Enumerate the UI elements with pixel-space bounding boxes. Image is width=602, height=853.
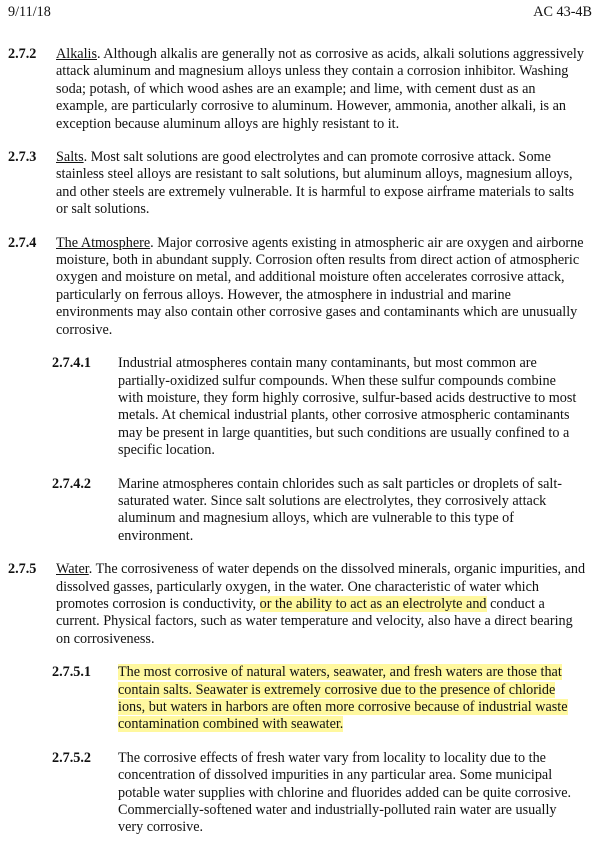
section-number: 2.7.4	[8, 234, 37, 251]
section-2-7-5	[0, 561, 602, 648]
section-2-7-3	[0, 149, 602, 219]
section-number: 2.7.5.2	[52, 749, 92, 766]
highlighted-text: or the ability to act as an electrolyte and	[259, 595, 487, 612]
document-body	[0, 46, 602, 853]
header-date: 9/11/18	[8, 4, 51, 20]
header-document-id: AC 43-4B	[533, 4, 592, 20]
section-number: 2.7.5.1	[52, 664, 92, 681]
section-title: Water	[56, 561, 89, 578]
section-title: Salts	[56, 149, 84, 166]
section-text: The corrosive effects of fresh water vary from locality to locality due to the concentration of dissolved impurities in any particular area. Some municipal potable water supplies with chlorine and fluorides added can be quite corrosive. Commercially-softened water and industrially-polluted rain water are usually very corrosive.	[118, 749, 572, 836]
section-2-7-4-1	[0, 355, 602, 459]
section-number: 2.7.5	[8, 561, 37, 578]
section-title: Alkalis	[56, 46, 97, 62]
page-header	[8, 4, 592, 22]
section-text: . Most salt solutions are good electrolytes and can promote corrosive attack. Some stainless steel alloys are resistant to salt solutions, but aluminum alloys, magnesium alloys, and other steels are extremely vulnerable. It is harmful to expose airframe materials to salts or salt solutions.	[56, 149, 575, 218]
section-text: . Major corrosive agents existing in atmospheric air are oxygen and airborne moisture, both in abundant supply. Corrosion often results from direct action of atmospheric oxygen and moisture on metal, and additional moisture often accelerates corrosive attack, particularly on ferrous alloys. However, the atmosphere in industrial and marine environments may also contain other corrosive gases and contaminants which are unusually corrosive.	[56, 234, 584, 338]
section-text-continued: conduct a current. Physical factors, such as water temperature and velocity, also have a direct bearing on corrosiveness.	[56, 595, 573, 647]
section-2-7-5-1	[0, 664, 602, 734]
section-text: . The corrosiveness of water depends on the dissolved minerals, organic impurities, and dissolved gasses, particularly oxygen, in the water. One characteristic of water which promotes corrosion is conductivity,	[56, 561, 586, 612]
section-number: 2.7.4.2	[52, 475, 92, 492]
section-text: Industrial atmospheres contain many contaminants, but most common are partially-oxidized sulfur compounds. When these sulfur compounds combine with moisture, they form highly corrosive, sulfur-based acids destructive to most metals. At chemical industrial plants, other corrosive atmospheric contaminants may be present in large quantities, but such conditions are usually confined to a specific location.	[118, 355, 577, 459]
highlighted-text: The most corrosive of natural waters, seawater, and fresh waters are those that contain salts. Seawater is extremely corrosive due to the presence of chloride ions, but waters in harbors are often more corrosive because of industrial waste contamination combined with seawater.	[118, 664, 568, 733]
section-text: . Although alkalis are generally not as corrosive as acids, alkali solutions aggressively attack aluminum and magnesium alloys unless they contain a corrosion inhibitor. Washing soda; potash, of which wood ashes are an example; and lime, with cement dust as an example, are particularly corrosive to aluminum. However, ammonia, another alkali, is an exception because aluminum alloys are highly resistant to it.	[56, 46, 584, 132]
section-2-7-5-2	[0, 750, 602, 837]
section-2-7-4	[0, 235, 602, 339]
section-number: 2.7.2	[8, 46, 37, 62]
section-2-7-4-2	[0, 476, 602, 546]
section-number: 2.7.3	[8, 149, 37, 166]
section-number: 2.7.4.1	[52, 355, 92, 372]
section-text: Marine atmospheres contain chlorides such as salt particles or droplets of salt-saturated water. Since salt solutions are electrolytes, they corrosively attack aluminum and magnesium alloys, which are vulnerable to this type of environment.	[118, 475, 563, 544]
section-2-7-2	[0, 46, 602, 133]
section-title: The Atmosphere	[56, 234, 151, 251]
